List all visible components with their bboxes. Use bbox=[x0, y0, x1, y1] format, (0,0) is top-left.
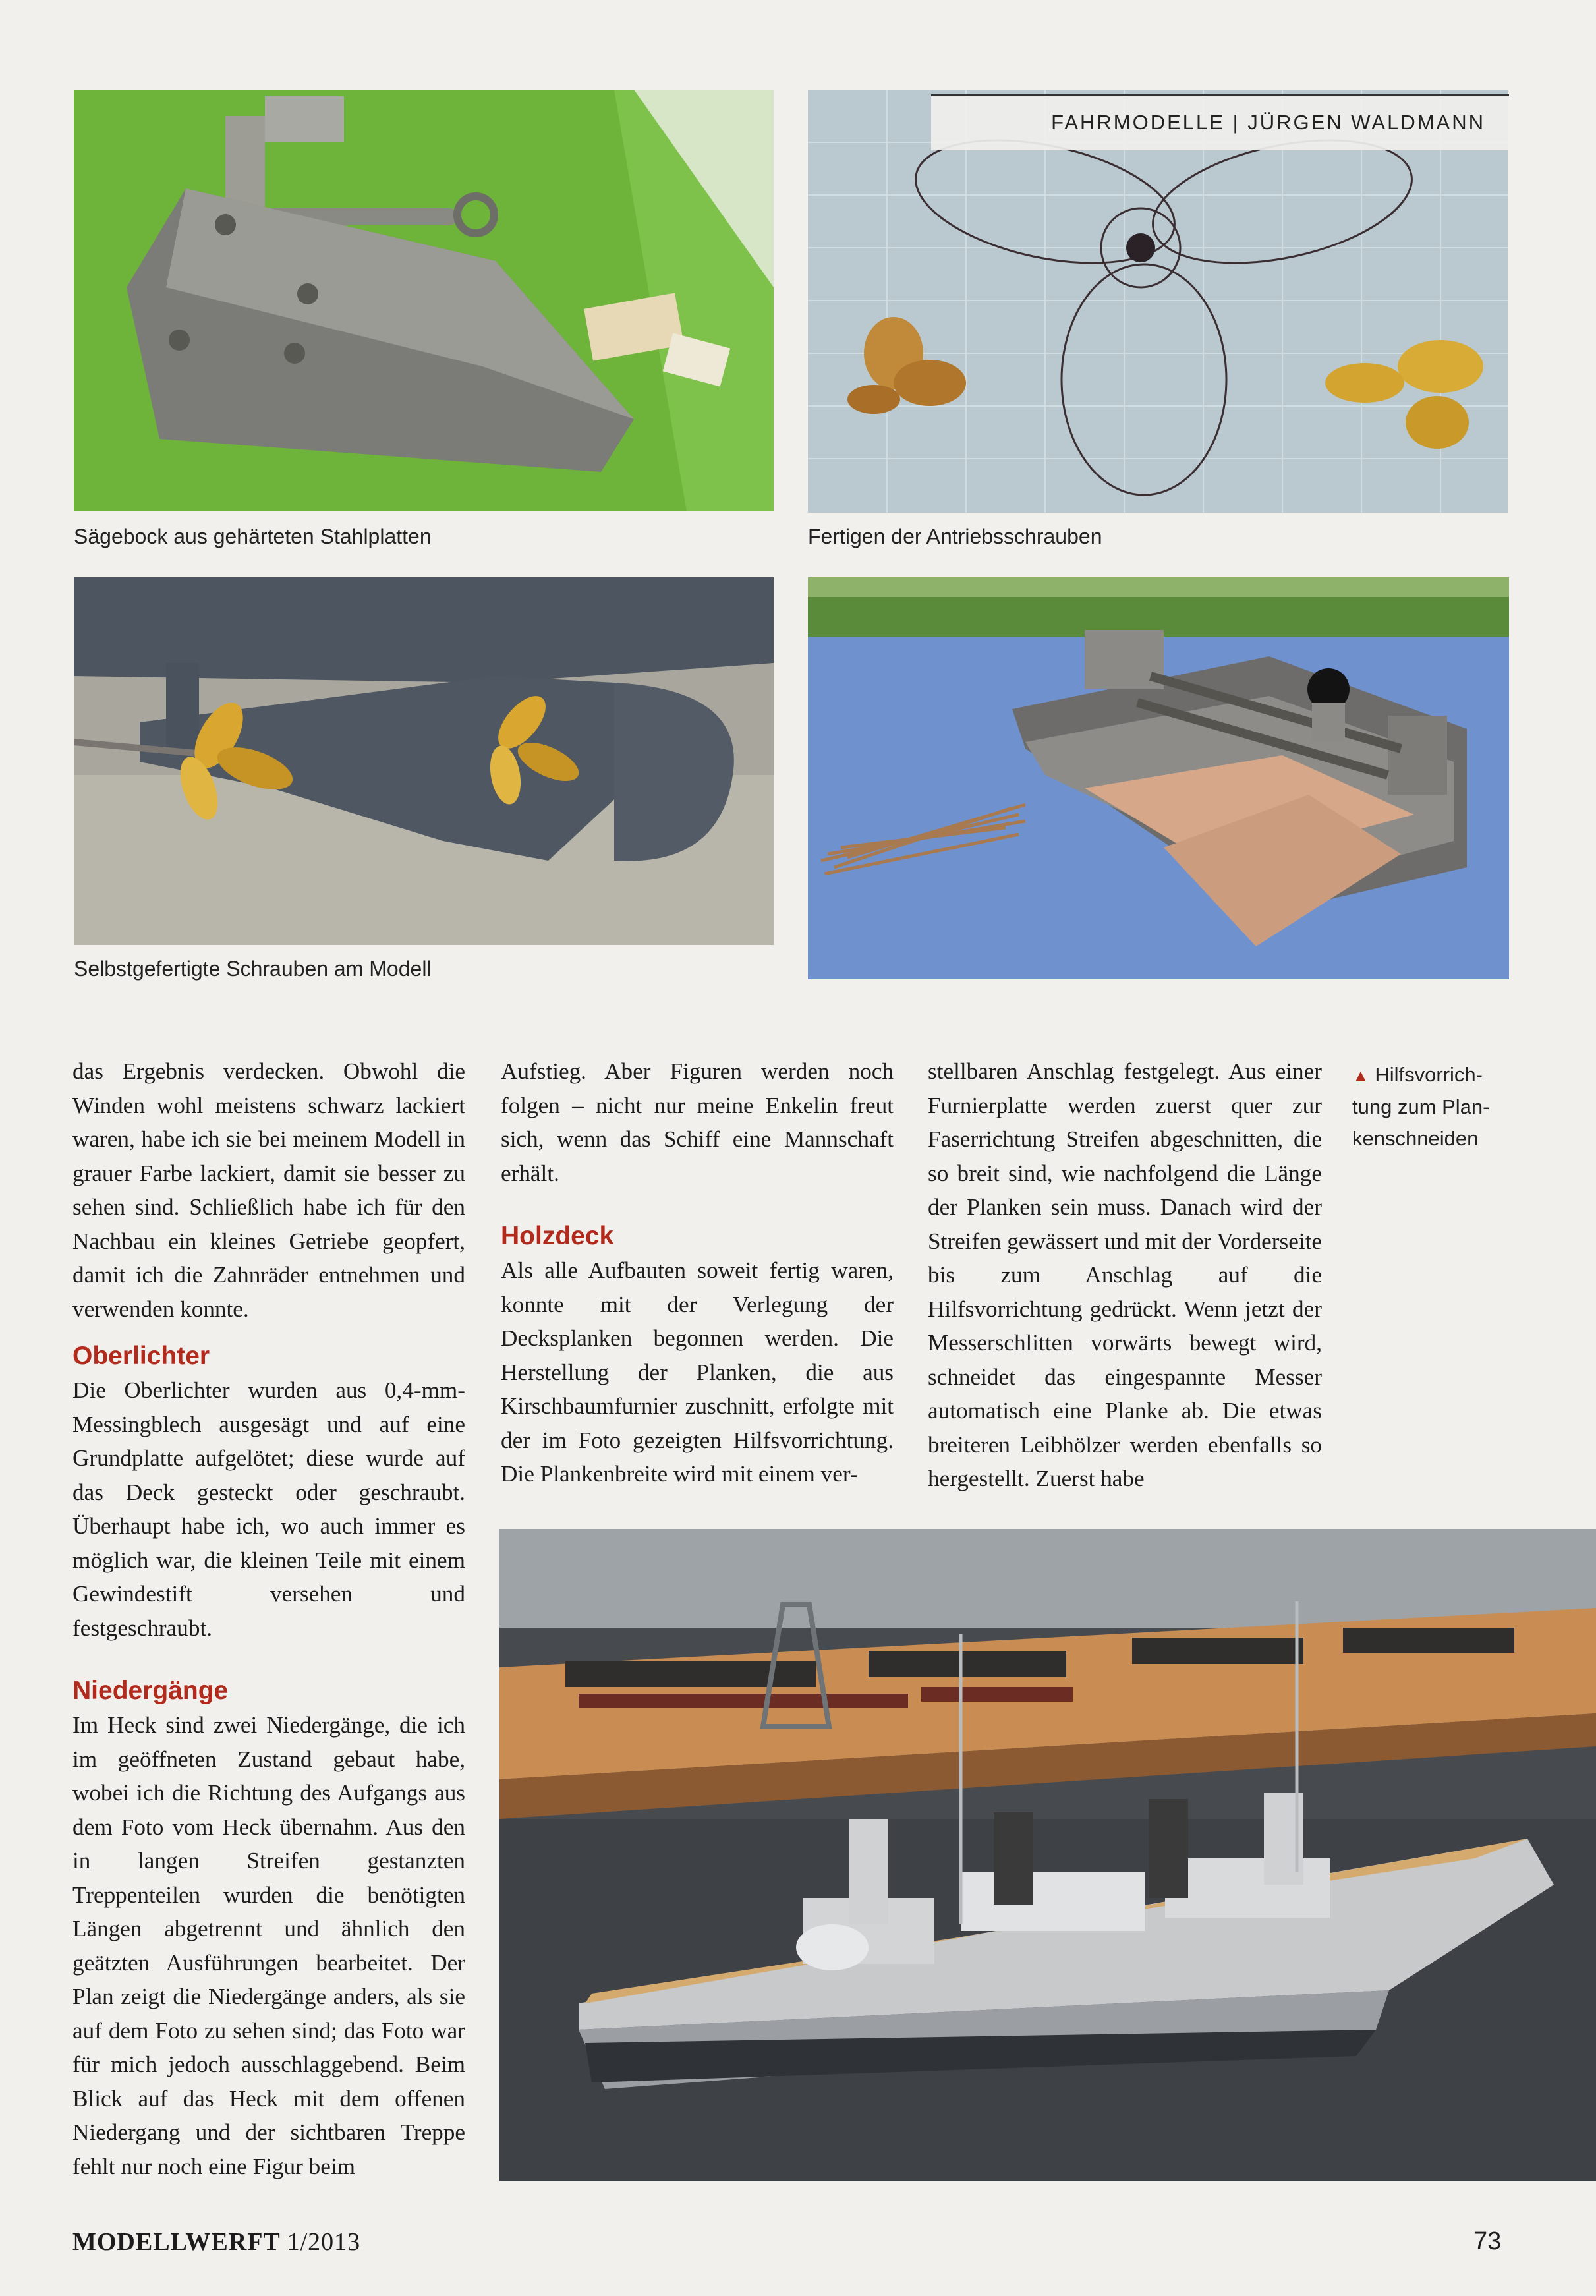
photo-hilfsvorrichtung bbox=[808, 577, 1509, 979]
footer-issue: 1/2013 bbox=[287, 2228, 361, 2256]
page-number: 73 bbox=[1473, 2227, 1502, 2255]
col3-paragraph-1: stellbaren Anschlag festgelegt. Aus einer Furnierplatte werden zuerst quer zur Faserrichtung Streifen abgeschnitten, die so breit sind, wie nachfolgend die Länge der Planken sein muss. Danach wird der Streifen gewässert und mit der Vorderseite bis zum Anschlag auf die Hilfsvorrichtung gedrückt. Wenn jetzt der Messerschlitten vorwärts bewegt wird, schneidet das eingespannte Messer automatisch eine Planke ab. Die etwas breiteren Leibhölzer werden ebenfalls so hergestellt. Zuerst habe bbox=[928, 1058, 1322, 1491]
caption-photo4-line1: Hilfsvorrich- bbox=[1375, 1063, 1483, 1086]
col1-paragraph-3: Im Heck sind zwei Niedergänge, die ich im geöffneten Zustand gebaut habe, wobei ich die Richtung des Aufgangs aus dem Foto vom Heck übernahm. Aus den in langen Streifen gestanzten Treppenteilen wurden die benötigten Längen abgetrennt und ähnlich den geätzten Ausführungen bearbeitet. Der Plan zeigt die Niedergänge anders, als sie auf dem Foto zu sehen sind; das Foto war für mich jedoch ausschlaggebend. Beim Blick auf das Heck mit dem offenen Niedergang und der sichtbaren Treppe fehlt nur noch eine Figur beim bbox=[72, 1712, 465, 2179]
col1-paragraph-2: Die Oberlichter wurden aus 0,4-mm-Messingblech ausgesägt und auf eine Grundplatte aufgelötet; diese wurde auf das Deck gesteckt oder geschraubt. Überhaupt habe ich, wo auch immer es möglich war, die kleinen Teile mit einem Gewindestift versehen und festgeschraubt. bbox=[72, 1377, 465, 1641]
article-column-3 bbox=[928, 1054, 1322, 1496]
col2-paragraph-2: Als alle Aufbauten soweit fertig waren, konnte mit der Verlegung der Decksplanken begonnen werden. Die Herstellung der Planken, die aus Kirschbaumfurnier zuschnitt, erfolgte mit der im Foto gezeigten Hilfsvorrichtung. Die Plankenbreite wird mit einem ver- bbox=[501, 1257, 894, 1487]
section-header bbox=[931, 94, 1509, 150]
triangle-up-icon: ▲ bbox=[1352, 1066, 1369, 1085]
col1-paragraph-1: das Ergebnis verdecken. Obwohl die Winden wohl meistens schwarz lackiert waren, habe ich sie bei meinem Modell in grauer Farbe lackiert, damit sie besser zu sehen sind. Schließlich habe ich für den Nachbau ein kleines Getriebe geopfert, damit ich die Zahnräder entnehmen und verwenden konnte. bbox=[72, 1058, 465, 1322]
caption-photo1: Sägebock aus gehärteten Stahlplatten bbox=[74, 525, 432, 548]
photo-antriebsschrauben bbox=[808, 90, 1508, 513]
heading-holzdeck: Holzdeck bbox=[501, 1222, 614, 1250]
caption-photo2: Fertigen der Antriebsschrauben bbox=[808, 525, 1102, 548]
caption-photo4-line2: tung zum Plan- bbox=[1352, 1095, 1490, 1118]
article-column-2 bbox=[501, 1054, 894, 1491]
article-column-1 bbox=[72, 1054, 465, 2183]
caption-photo4 bbox=[1352, 1059, 1510, 1155]
photo-saegebock bbox=[74, 90, 774, 511]
heading-niedergaenge: Niedergänge bbox=[72, 1677, 229, 1705]
footer-magazine: MODELLWERFT bbox=[72, 2228, 281, 2256]
caption-photo3: Selbstgefertigte Schrauben am Modell bbox=[74, 957, 432, 981]
section-header-text: FAHRMODELLE | JÜRGEN WALDMANN bbox=[1051, 111, 1485, 134]
photo-schrauben-am-modell bbox=[74, 577, 774, 945]
footer-brand bbox=[72, 2227, 360, 2256]
heading-oberlichter: Oberlichter bbox=[72, 1342, 210, 1370]
photo-schiffsmodell bbox=[499, 1529, 1596, 2181]
caption-photo4-line3: kenschneiden bbox=[1352, 1127, 1479, 1150]
col2-paragraph-1: Aufstieg. Aber Figuren werden noch folgen – nicht nur meine Enkelin freut sich, wenn das Schiff eine Mannschaft erhält. bbox=[501, 1058, 894, 1186]
